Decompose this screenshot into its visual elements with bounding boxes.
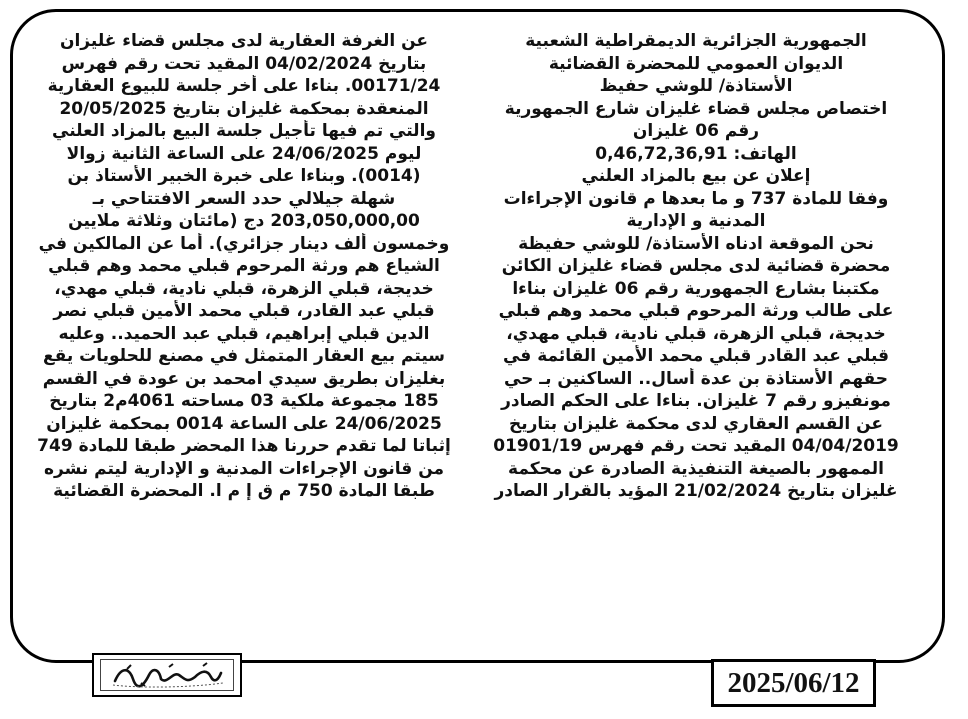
text-line: المدنية و الإدارية [626,211,766,231]
text-line: من قانون الإجراءات المدنية و الإدارية ليتم نشره [43,458,445,479]
text-line: 00171/24. بناءا على أخر جلسة للبيوع العقارية [47,76,441,96]
publication-date: 2025/06/12 [711,659,876,707]
newspaper-logo-inner [100,659,234,691]
text-line: والتي تم فيها تأجيل جلسة البيع بالمزاد العلني [52,121,436,141]
text-line: عن الغرفة العقارية لدى مجلس قضاء غليزان [59,31,429,51]
text-line: 24/06/2025 على الساعة 0014 بمحكمة غليزان [46,413,442,434]
text-line: (0014). وبناءا على خبرة الخبير الأستاذ بن [67,166,421,186]
text-line: الشياع هم ورثة المرحوم قبلي محمد وهم قبلي [48,256,440,276]
text-line: 203,050,000,00 دج (مائتان وثلاثة ملايين [68,211,420,231]
text-line: نحن الموقعة ادناه الأستاذة/ للوشي حفيظة [518,233,874,254]
left-text-column [32,30,456,503]
calligraphy-logo-icon [107,661,227,689]
text-line: الديوان العمومي للمحضرة القضائية [548,53,844,74]
text-line: قبلي عبد القادر قبلي محمد الأمين القائمة في [502,346,890,366]
text-line: الهاتف: 0,46,72,36,91 [595,143,797,164]
text-line: بتاريخ 04/02/2024 المقيد تحت رقم فهرس [61,53,427,74]
text-line: عن القسم العقاري لدى محكمة غليزان بتاريخ [509,413,883,434]
text-line: طبقا المادة 750 م ق إ م ا. المحضرة القضائية [53,481,435,501]
text-line: خديجة، قبلي الزهرة، قبلي نادية، قبلي مهدي، [506,323,886,344]
text-line: إثباتا لما تقدم حررنا هذا المحضر طبقا للمادة 749 [37,436,451,456]
text-line: محضرة قضائية لدى مجلس قضاء غليزان الكائن [501,256,891,276]
text-line: الدين قبلي إبراهيم، قبلي عبد الحميد.. وعليه [58,323,430,344]
text-line: الأستاذة/ للوشي حفيظ [599,76,793,96]
text-line: وخمسون ألف دينار جزائري). أما عن المالكين في [38,233,450,254]
text-line: على طالب ورثة المرحوم قبلي محمد وهم قبلي [498,301,894,321]
text-line: الجمهورية الجزائرية الديمقراطية الشعبية [525,31,867,51]
newspaper-logo [92,653,242,697]
text-line: مونفيزو رقم 7 غليزان. بناءا على الحكم الصادر [501,391,891,411]
text-line: مكتبنا بشارع الجمهورية رقم 06 غليزان بناءا [512,278,880,299]
text-line: إعلان عن بيع بالمزاد العلني [581,166,811,186]
text-line: بغليزان بطريق سيدي امحمد بن عودة في القسم [42,368,446,389]
text-line: 185 مجموعة ملكية 03 مساحته 4061م2 بتاريخ [49,391,439,411]
text-line: حقهم الأستاذة بن عدة أسال.. الساكنين بـ حي [503,368,889,389]
text-line: وفقا للمادة 737 و ما بعدها م قانون الإجراءات [503,188,889,209]
right-text-column [486,30,906,503]
text-line: خديجة، قبلي الزهرة، قبلي نادية، قبلي مهدي، [54,278,434,299]
text-line: غليزان بتاريخ 21/02/2024 المؤيد بالقرار الصادر [494,481,898,501]
text-line: رقم 06 غليزان [632,121,760,141]
text-line: ليوم 24/06/2025 على الساعة الثانية زوالا [66,143,422,164]
text-line: شهلة جيلالي حدد السعر الافتتاحي بـ [92,188,396,209]
text-line: سيتم بيع العقار المتمثل في مصنع للحلويات يقع [43,346,445,366]
text-line: المنعقدة بمحكمة غليزان بتاريخ 20/05/2025 [59,98,429,119]
text-line: قبلي عبد القادر، قبلي محمد الأمين قبلي نصر [53,301,435,321]
text-line: الممهور بالصيغة التنفيذية الصادرة عن محكمة [508,458,884,479]
text-line: 04/04/2019 المقيد تحت رقم فهرس 01901/19 [493,436,899,456]
text-line: اختصاص مجلس قضاء غليزان شارع الجمهورية [504,98,888,119]
